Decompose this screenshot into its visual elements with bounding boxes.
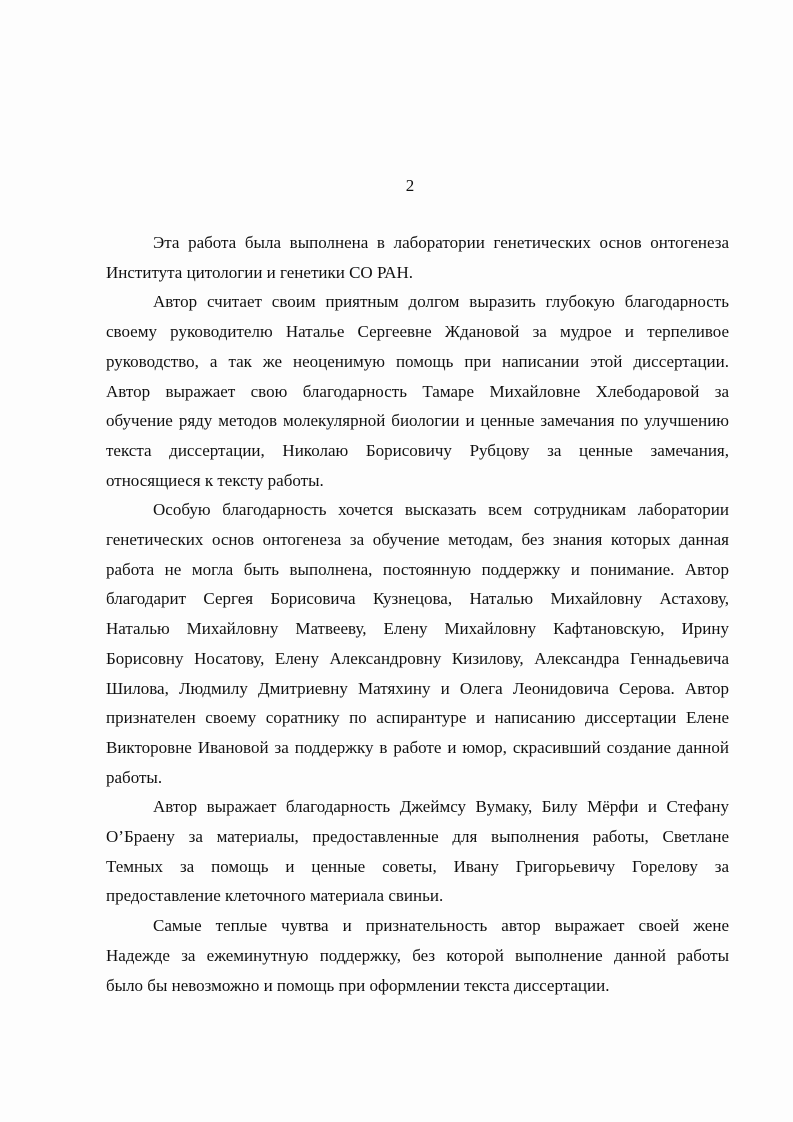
text-line: благодарит Сергея Борисовича Кузнецова, Наталью Михайловну Астахову, — [106, 589, 729, 609]
text-line: Автор выражает свою благодарность Тамаре Михайловне Хлебодаровой за — [106, 381, 729, 401]
text-line: работы. — [106, 767, 163, 787]
text-line: Особую благодарность хочется высказать всем сотрудникам лаборатории — [153, 500, 729, 520]
text-line: относящиеся к тексту работы. — [106, 470, 324, 490]
text-line: Эта работа была выполнена в лаборатории генетических основ онтогенеза — [153, 233, 729, 252]
text-line: Института цитологии и генетики СО РАН. — [106, 262, 414, 282]
text-line: текста диссертации, Николаю Борисовичу Рубцову за ценные замечания, — [106, 440, 729, 460]
text-line: признателен своему соратнику по аспирантуре и написанию диссертации Елене — [106, 708, 729, 728]
text-line: было бы невозможно и помощь при оформлении текста диссертации. — [106, 975, 610, 995]
paragraph — [106, 911, 729, 1000]
text-line: предоставление клеточного материала свиньи. — [106, 886, 444, 906]
text-line: Надежде за ежеминутную поддержку, без которой выполнение данной работы — [106, 945, 729, 965]
text-line: работа не могла быть выполнена, постоянную поддержку и понимание. Автор — [106, 559, 729, 579]
text-line: Борисовну Носатову, Елену Александровну Кизилову, Александра Геннадьевича — [106, 648, 729, 668]
text-line: Викторовне Ивановой за поддержку в работе и юмор, скрасивший создание данной — [106, 737, 729, 757]
text-line: обучение ряду методов молекулярной биологии и ценные замечания по улучшению — [106, 411, 729, 431]
text-line: руководство, а так же неоценимую помощь при написании этой диссертации. — [106, 351, 729, 371]
text-line: своему руководителю Наталье Сергеевне Ждановой за мудрое и терпеливое — [106, 322, 729, 342]
text-line: Наталью Михайловну Матвееву, Елену Михайловну Кафтановскую, Ирину — [106, 619, 729, 639]
text-line: О’Браену за материалы, предоставленные для выполнения работы, Светлане — [106, 827, 729, 847]
acknowledgements-body — [106, 228, 729, 1000]
paragraph — [106, 495, 729, 792]
paragraph — [106, 228, 729, 287]
text-line: Шилова, Людмилу Дмитриевну Матяхину и Олега Леонидовича Серова. Автор — [106, 678, 729, 698]
text-line: Темных за помощь и ценные советы, Ивану Григорьевичу Горелову за — [106, 856, 729, 876]
text-line: Автор считает своим приятным долгом выразить глубокую благодарность — [153, 292, 729, 312]
paragraph — [106, 792, 729, 911]
text-line: Автор выражает благодарность Джеймсу Вумаку, Билу Мёрфи и Стефану — [153, 797, 729, 817]
text-line: генетических основ онтогенеза за обучение методам, без знания которых данная — [106, 530, 729, 550]
paragraph — [106, 287, 729, 495]
page-number: 2 — [405, 176, 415, 195]
text-line: Самые теплые чувтва и признательность автор выражает своей жене — [153, 916, 729, 936]
